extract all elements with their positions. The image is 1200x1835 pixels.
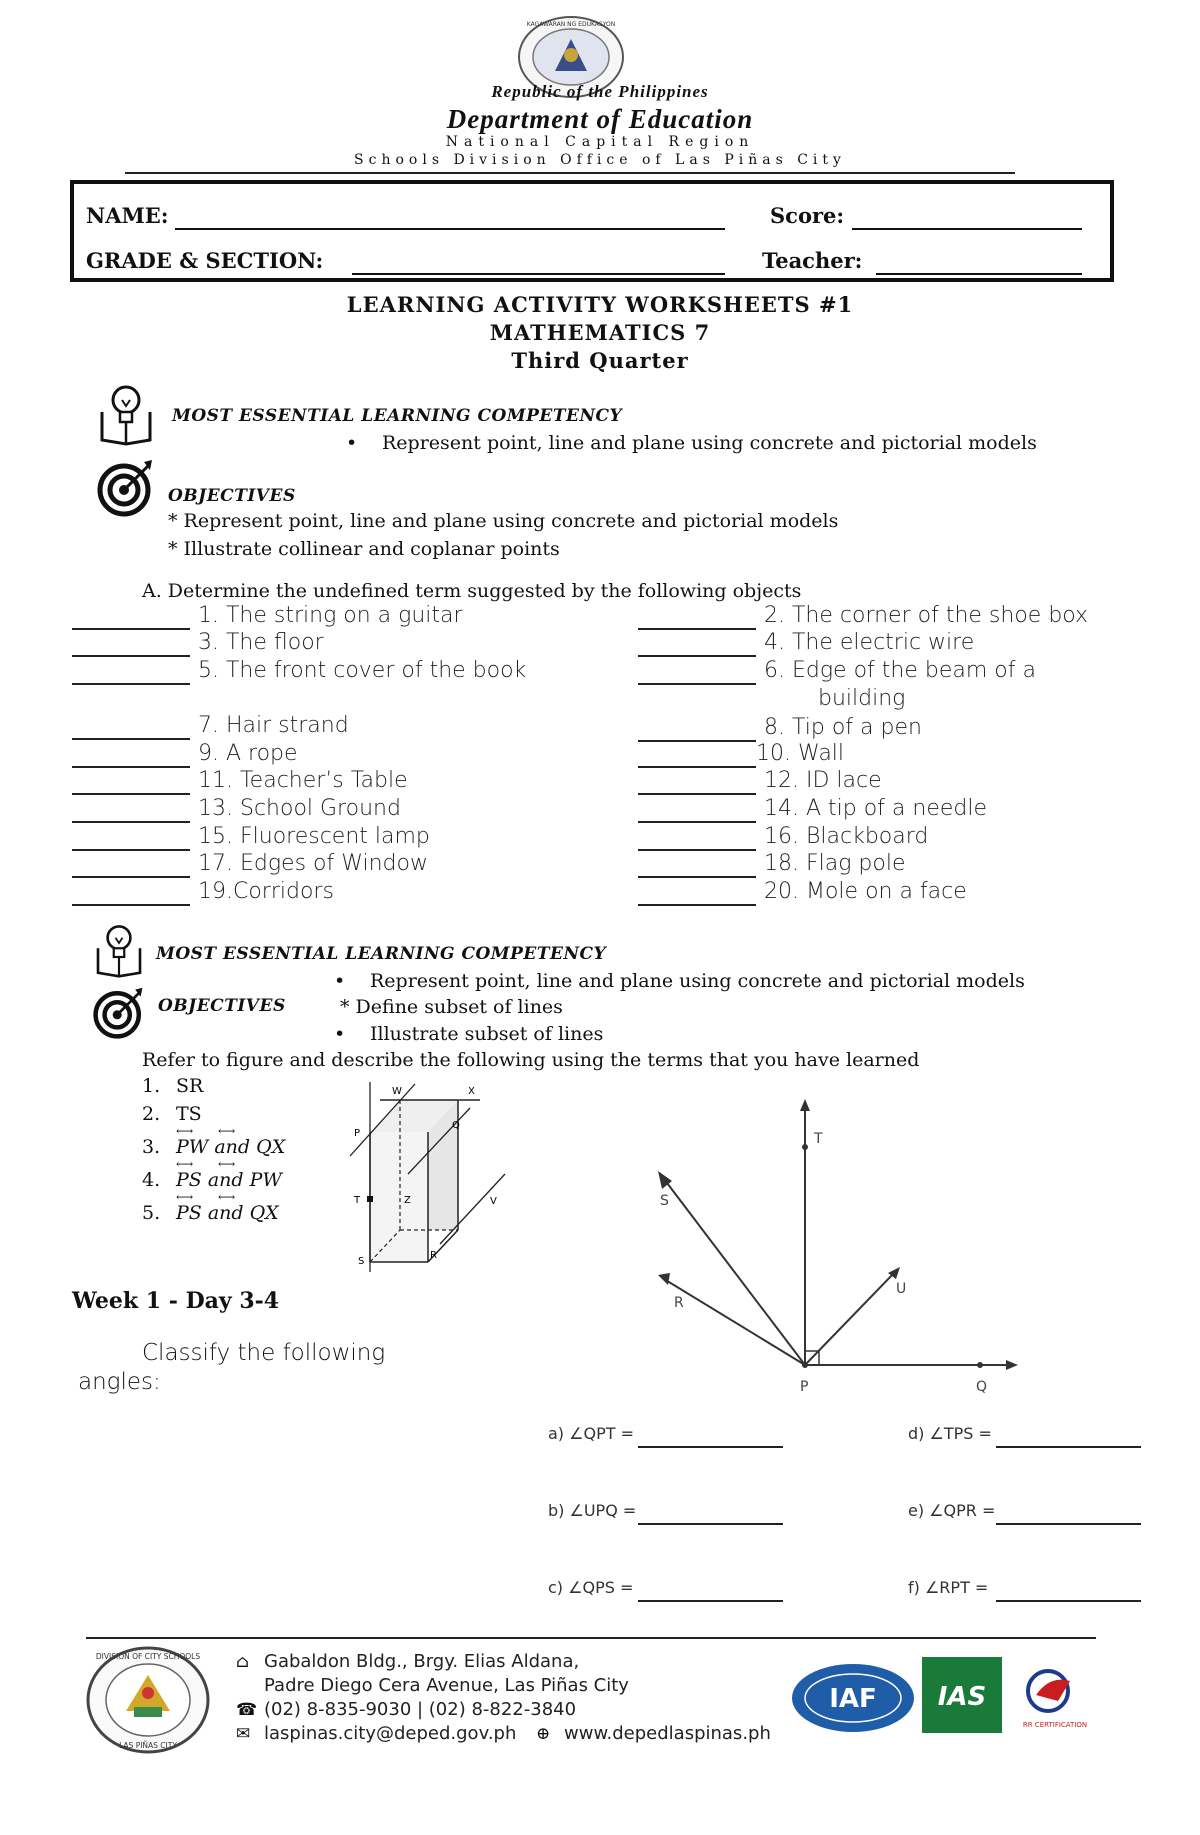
answer-blank-13[interactable] (72, 821, 190, 823)
footer-phone: (02) 8-835-9030 | (02) 8-822-3840 (264, 1699, 577, 1720)
grade-section-field[interactable] (352, 273, 725, 275)
cube-label-p: P (354, 1128, 361, 1139)
line-arrow-icon: ⟷ (176, 1124, 194, 1138)
teacher-field[interactable] (876, 273, 1082, 275)
objectives-heading-2: OBJECTIVES (158, 996, 286, 1016)
melc-bullet-dot: • (346, 432, 358, 454)
cube-label-z: Z (404, 1195, 411, 1206)
instruction-b: Refer to figure and describe the following using the terms that you have learned (142, 1049, 920, 1071)
answer-blank-9[interactable] (72, 766, 190, 768)
answer-blank-11[interactable] (72, 793, 190, 795)
email-icon: ✉ (236, 1724, 251, 1744)
cube-label-w: W (392, 1086, 402, 1097)
answer-blank-19[interactable] (72, 904, 190, 906)
item-18: 18. Flag pole (764, 851, 906, 876)
region-line: National Capital Region (445, 134, 755, 150)
melc-heading-2: MOST ESSENTIAL LEARNING COMPETENCY (156, 944, 607, 964)
item-2: 2. The corner of the shoe box (764, 603, 1089, 628)
angle-label-p: P (800, 1379, 809, 1395)
footer-address-1: Gabaldon Bldg., Brgy. Elias Aldana, (264, 1651, 580, 1672)
teacher-label: Teacher: (762, 248, 863, 273)
quarter-title: Third Quarter (511, 348, 689, 373)
item-16: 16. Blackboard (764, 824, 929, 849)
list-item-3: PW and QX (176, 1136, 286, 1158)
week-instruction-1: Classify the following (142, 1340, 386, 1366)
instruction-a: A. Determine the undefined term suggested by the following objects (142, 580, 802, 602)
item-1: 1. The string on a guitar (198, 603, 463, 628)
objectives-heading: OBJECTIVES (168, 486, 296, 506)
item-9: 9. A rope (198, 741, 298, 766)
division-seal-text-2: LAS PIÑAS CITY (119, 1741, 177, 1750)
list-num-1: 1. (142, 1075, 161, 1097)
grade-section-label: GRADE & SECTION: (86, 248, 324, 273)
list-item-5: PS and QX (176, 1202, 279, 1224)
answer-blank-18[interactable] (638, 876, 756, 878)
iaf-logo-text: IAF (829, 1684, 877, 1714)
answer-f-blank[interactable] (996, 1600, 1141, 1602)
angle-label-s: S (660, 1193, 669, 1209)
objective-bullet-dot: • (334, 1023, 346, 1045)
ias-logo-text: IAS (937, 1682, 987, 1712)
answer-b-blank[interactable] (638, 1523, 783, 1525)
worksheet-title: LEARNING ACTIVITY WORKSHEETS #1 (346, 292, 854, 317)
objective-2-2: Illustrate subset of lines (370, 1023, 604, 1045)
objective-1: * Represent point, line and plane using concrete and pictorial models (168, 510, 839, 532)
globe-icon: ⊕ (536, 1724, 551, 1744)
item-10: 10. Wall (756, 741, 845, 766)
item-19: 19.Corridors (198, 879, 334, 904)
answer-blank-17[interactable] (72, 876, 190, 878)
item-17: 17. Edges of Window (198, 851, 428, 876)
item-15: 15. Fluorescent lamp (198, 824, 430, 849)
target-icon (96, 458, 156, 518)
melc-bullet-2: Represent point, line and plane using concrete and pictorial models (370, 970, 1025, 992)
header-divider (125, 172, 1015, 174)
score-field[interactable] (852, 228, 1082, 230)
name-field[interactable] (175, 228, 725, 230)
answer-c-label: c) ∠QPS = (548, 1578, 634, 1597)
item-13: 13. School Ground (198, 796, 401, 821)
list-item-1: SR (176, 1075, 204, 1097)
cube-label-v: V (490, 1196, 497, 1207)
target-icon-2 (92, 986, 146, 1040)
answer-blank-10[interactable] (638, 766, 756, 768)
cube-label-x: X (468, 1086, 475, 1097)
line-arrow-icon: ⟷ (218, 1157, 236, 1171)
cube-label-t: T (354, 1195, 361, 1206)
objective-2-1: * Define subset of lines (340, 996, 563, 1018)
line-arrow-icon: ⟷ (176, 1157, 194, 1171)
angle-label-t: T (814, 1131, 823, 1147)
line-arrow-icon: ⟷ (218, 1190, 236, 1204)
footer-website[interactable]: www.depedlaspinas.ph (564, 1723, 771, 1744)
answer-blank-14[interactable] (638, 821, 756, 823)
answer-e-blank[interactable] (996, 1523, 1141, 1525)
footer-email[interactable]: laspinas.city@deped.gov.ph (264, 1723, 517, 1744)
item-6: 6. Edge of the beam of a (764, 658, 1036, 683)
line-arrow-icon: ⟷ (176, 1190, 194, 1204)
footer-address-2: Padre Diego Cera Avenue, Las Piñas City (264, 1675, 629, 1696)
book-lightbulb-icon (96, 382, 156, 446)
melc-bullet-dot-2: • (334, 970, 346, 992)
item-11: 11. Teacher’s Table (198, 768, 408, 793)
answer-blank-8[interactable] (638, 740, 756, 742)
rr-certification-icon (1010, 1665, 1100, 1731)
republic-line: Republic of the Philippines (491, 82, 709, 101)
answer-blank-16[interactable] (638, 849, 756, 851)
item-3: 3. The floor (198, 630, 324, 655)
score-label: Score: (770, 203, 845, 228)
answer-blank-12[interactable] (638, 793, 756, 795)
name-label: NAME: (86, 203, 169, 228)
iaf-logo-icon (790, 1662, 916, 1734)
list-num-2: 2. (142, 1103, 161, 1125)
answer-d-blank[interactable] (996, 1446, 1141, 1448)
list-item-4: PS and PW (176, 1169, 282, 1191)
division-line: Schools Division Office of Las Piñas City (354, 152, 846, 168)
footer-divider (86, 1637, 1096, 1639)
answer-blank-4[interactable] (638, 655, 756, 657)
item-14: 14. A tip of a needle (764, 796, 988, 821)
book-lightbulb-icon-2 (92, 922, 146, 978)
item-4: 4. The electric wire (764, 630, 975, 655)
cube-label-s: S (358, 1256, 365, 1267)
list-num-3: 3. (142, 1136, 161, 1158)
answer-blank-20[interactable] (638, 904, 756, 906)
cube-label-q: Q (452, 1120, 460, 1131)
list-item-2: TS (176, 1103, 202, 1125)
answer-b-label: b) ∠UPQ = (548, 1501, 637, 1520)
answer-blank-6[interactable] (638, 683, 756, 685)
angle-figure (640, 1095, 1020, 1405)
cube-figure (340, 1072, 530, 1272)
item-5: 5. The front cover of the book (198, 658, 527, 683)
division-seal-text: DIVISION OF CITY SCHOOLS (95, 1652, 201, 1661)
answer-blank-7[interactable] (72, 738, 190, 740)
angle-label-u: U (896, 1281, 907, 1297)
subject-title: MATHEMATICS 7 (489, 320, 711, 345)
list-num-5: 5. (142, 1202, 161, 1224)
objective-2: * Illustrate collinear and coplanar points (168, 538, 560, 560)
phone-icon: ☎ (236, 1700, 258, 1720)
department-line: Department of Education (446, 104, 754, 134)
angle-label-r: R (674, 1295, 684, 1311)
answer-blank-5[interactable] (72, 683, 190, 685)
answer-e-label: e) ∠QPR = (908, 1501, 996, 1520)
answer-a-blank[interactable] (638, 1446, 783, 1448)
answer-blank-15[interactable] (72, 849, 190, 851)
melc-heading: MOST ESSENTIAL LEARNING COMPETENCY (172, 406, 623, 426)
answer-blank-1[interactable] (72, 628, 190, 630)
melc-bullet: Represent point, line and plane using concrete and pictorial models (382, 432, 1037, 454)
week-heading: Week 1 - Day 3-4 (72, 1288, 280, 1314)
item-8: 8. Tip of a pen (764, 715, 922, 740)
answer-blank-2[interactable] (638, 628, 756, 630)
item-6-continued: building (818, 686, 906, 711)
cube-label-r: R (430, 1250, 437, 1261)
division-seal-icon (84, 1645, 212, 1755)
answer-d-label: d) ∠TPS = (908, 1424, 992, 1443)
answer-c-blank[interactable] (638, 1600, 783, 1602)
item-20: 20. Mole on a face (764, 879, 967, 904)
item-7: 7. Hair strand (198, 713, 349, 738)
answer-f-label: f) ∠RPT = (908, 1578, 989, 1597)
seal-text: KAGAWARAN NG EDUKASYON (526, 21, 616, 28)
angle-label-q: Q (976, 1379, 988, 1395)
ias-logo-icon (922, 1657, 1002, 1733)
answer-a-label: a) ∠QPT = (548, 1424, 634, 1443)
week-instruction-2: angles: (78, 1369, 161, 1395)
answer-blank-3[interactable] (72, 655, 190, 657)
rr-caption: RR CERTIFICATION (1022, 1721, 1088, 1729)
item-12: 12. ID lace (764, 768, 882, 793)
location-icon: ⌂ (236, 1652, 249, 1672)
list-num-4: 4. (142, 1169, 161, 1191)
line-arrow-icon: ⟷ (218, 1124, 236, 1138)
